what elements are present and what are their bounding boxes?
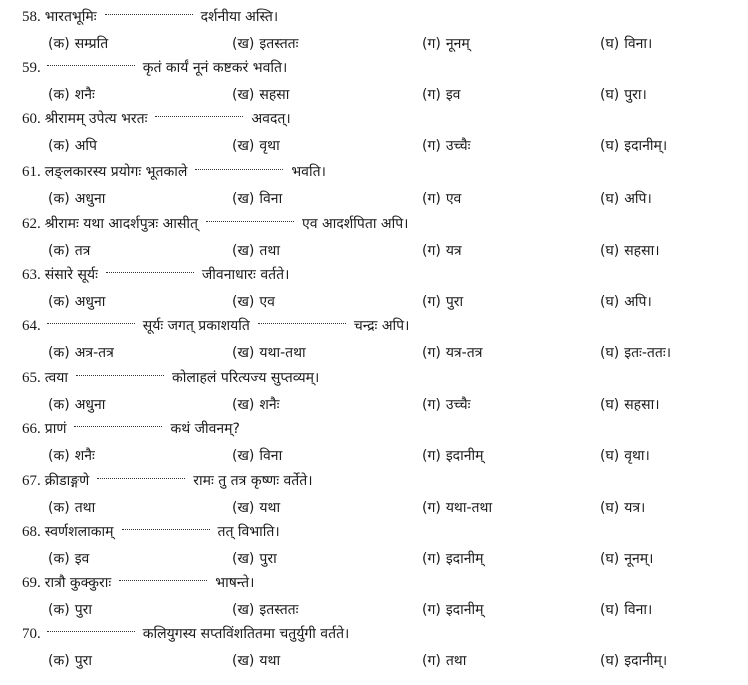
option-label: (ग): [422, 653, 441, 669]
option-3[interactable]: [422, 443, 484, 469]
option-4[interactable]: [600, 133, 667, 159]
question-segment: कोलाहलं परित्यज्य सुप्तव्यम्।: [172, 370, 320, 386]
options-row: [0, 31, 748, 57]
option-label: (ग): [422, 345, 441, 361]
question-number: 59.: [22, 60, 41, 76]
option-3[interactable]: [422, 340, 482, 366]
option-text: इदानीम्।: [624, 653, 668, 669]
options-row: [0, 495, 748, 521]
option-2[interactable]: [232, 597, 298, 623]
option-3[interactable]: [422, 648, 466, 674]
fill-in-blank[interactable]: [105, 4, 193, 15]
fill-in-blank[interactable]: [47, 55, 135, 66]
option-text: इतस्ततः: [259, 36, 299, 52]
option-text: यत्र।: [624, 500, 646, 516]
option-2[interactable]: [232, 186, 282, 212]
fill-in-blank[interactable]: [155, 106, 243, 117]
option-text: सहसा: [259, 87, 290, 103]
option-label: (ग): [422, 243, 441, 259]
option-text: इदानीम्: [445, 448, 484, 464]
option-2[interactable]: [232, 648, 280, 674]
option-1[interactable]: [48, 31, 108, 57]
option-3[interactable]: [422, 546, 484, 572]
option-text: इव: [445, 87, 461, 103]
option-text: पुरा।: [624, 87, 647, 103]
question-text: [22, 211, 414, 237]
question-segment: स्वर्णशलाकाम्: [44, 524, 114, 540]
question-segment: कलियुगस्य सप्तविंशतितमा चतुर्युगी वर्तते।: [142, 626, 350, 642]
question-number: 68.: [22, 524, 41, 540]
option-4[interactable]: [600, 392, 660, 418]
option-1[interactable]: [48, 238, 90, 264]
option-label: (घ): [600, 294, 620, 310]
option-text: विना।: [624, 602, 653, 618]
option-label: (क): [48, 602, 70, 618]
option-text: सहसा।: [624, 243, 660, 259]
question-number: 61.: [22, 164, 41, 180]
question-number: 69.: [22, 575, 41, 591]
option-1[interactable]: [48, 648, 92, 674]
option-1[interactable]: [48, 133, 97, 159]
option-label: (ग): [422, 138, 441, 154]
question-segment: भारतभूमिः: [44, 9, 97, 25]
question-number: 63.: [22, 267, 41, 283]
option-label: (ग): [422, 397, 441, 413]
question-text: [22, 365, 325, 391]
option-text: इदानीम्: [445, 551, 484, 567]
fill-in-blank[interactable]: [97, 468, 185, 479]
option-3[interactable]: [422, 392, 470, 418]
option-label: (ख): [232, 602, 255, 618]
option-label: (घ): [600, 397, 620, 413]
option-1[interactable]: [48, 186, 105, 212]
option-4[interactable]: [600, 546, 653, 572]
option-text: इतः-ततः।: [624, 345, 672, 361]
option-4[interactable]: [600, 495, 645, 521]
question-text: [22, 55, 293, 81]
option-text: विना।: [624, 36, 653, 52]
option-label: (ख): [232, 294, 255, 310]
option-label: (ग): [422, 87, 441, 103]
fill-in-blank[interactable]: [74, 416, 162, 427]
question-segment: श्रीरामः यथा आदर्शपुत्रः आसीत्: [44, 216, 199, 232]
option-1[interactable]: [48, 392, 105, 418]
option-4[interactable]: [600, 289, 652, 315]
option-label: (ग): [422, 602, 441, 618]
option-label: (क): [48, 191, 70, 207]
option-label: (क): [48, 294, 70, 310]
options-row: [0, 597, 748, 623]
question-segment: चन्द्रः अपि।: [353, 318, 410, 334]
options-row: [0, 82, 748, 108]
option-label: (घ): [600, 138, 620, 154]
question-segment: त्वया: [44, 370, 68, 386]
question-number: 62.: [22, 216, 41, 232]
option-1[interactable]: [48, 289, 105, 315]
option-label: (ग): [422, 500, 441, 516]
option-label: (ख): [232, 191, 255, 207]
option-label: (क): [48, 397, 70, 413]
option-text: अधुना: [74, 397, 106, 413]
option-2[interactable]: [232, 443, 282, 469]
option-4[interactable]: [600, 597, 652, 623]
option-label: (घ): [600, 500, 620, 516]
question-segment: कथं जीवनम्?: [170, 421, 240, 437]
question-segment: रामः तु तत्र कृष्णः वर्तेते।: [193, 473, 313, 489]
option-3[interactable]: [422, 186, 461, 212]
fill-in-blank[interactable]: [119, 570, 207, 581]
option-3[interactable]: [422, 495, 492, 521]
option-label: (घ): [600, 551, 620, 567]
option-label: (घ): [600, 191, 620, 207]
option-label: (ख): [232, 138, 255, 154]
fill-in-blank[interactable]: [258, 313, 346, 324]
question-text: [22, 262, 295, 288]
options-row: [0, 289, 748, 315]
option-text: इदानीम्।: [624, 138, 668, 154]
option-2[interactable]: [232, 392, 280, 418]
option-4[interactable]: [600, 31, 652, 57]
option-text: यथा-तथा: [259, 345, 306, 361]
option-text: इदानीम्: [445, 602, 484, 618]
option-text: शनैः: [74, 87, 95, 103]
option-2[interactable]: [232, 133, 280, 159]
option-text: अत्र-तत्र: [74, 345, 114, 361]
option-text: तथा: [74, 500, 96, 516]
option-2[interactable]: [232, 340, 306, 366]
option-text: यथा-तथा: [445, 500, 493, 516]
option-label: (क): [48, 500, 70, 516]
option-text: सहसा।: [624, 397, 660, 413]
option-2[interactable]: [232, 238, 280, 264]
option-label: (ख): [232, 500, 255, 516]
option-text: अधुना: [74, 191, 106, 207]
option-label: (घ): [600, 345, 620, 361]
option-label: (ख): [232, 243, 255, 259]
question-text: [22, 468, 319, 494]
option-label: (क): [48, 345, 70, 361]
option-4[interactable]: [600, 82, 647, 108]
question-segment: सूर्यः जगत् प्रकाशयति: [142, 318, 250, 334]
option-2[interactable]: [232, 82, 289, 108]
option-text: एव: [445, 191, 462, 207]
option-label: (क): [48, 87, 70, 103]
option-text: नूनम्।: [624, 551, 654, 567]
option-label: (ख): [232, 551, 255, 567]
option-2[interactable]: [232, 289, 275, 315]
question-text: [22, 621, 355, 647]
option-1[interactable]: [48, 82, 95, 108]
option-label: (क): [48, 448, 70, 464]
option-text: एव: [259, 294, 275, 310]
option-3[interactable]: [422, 597, 484, 623]
options-row: [0, 238, 748, 264]
question-segment: लङ्लकारस्य प्रयोगः भूतकाले: [44, 164, 188, 180]
question-text: [22, 570, 260, 596]
option-label: (ख): [232, 448, 255, 464]
option-1[interactable]: [48, 340, 114, 366]
option-3[interactable]: [422, 31, 470, 57]
question-number: 67.: [22, 473, 41, 489]
fill-in-blank[interactable]: [106, 262, 194, 273]
question-segment: अवदत्।: [251, 111, 291, 127]
question-text: [22, 313, 415, 339]
option-label: (ग): [422, 551, 441, 567]
options-row: [0, 340, 748, 366]
fill-in-blank[interactable]: [122, 519, 210, 530]
option-text: वृथा: [259, 138, 280, 154]
option-4[interactable]: [600, 648, 667, 674]
option-1[interactable]: [48, 546, 89, 572]
question-segment: रात्रौ कुक्कुराः: [44, 575, 112, 591]
question-segment: भवति।: [291, 164, 326, 180]
option-4[interactable]: [600, 443, 650, 469]
option-3[interactable]: [422, 133, 470, 159]
question-segment: क्रीडाङ्गणे: [44, 473, 90, 489]
option-text: पुरा: [259, 551, 277, 567]
option-3[interactable]: [422, 238, 462, 264]
option-label: (घ): [600, 36, 620, 52]
option-label: (क): [48, 551, 70, 567]
option-text: अधुना: [74, 294, 106, 310]
option-text: इव: [74, 551, 90, 567]
option-label: (ग): [422, 36, 441, 52]
option-label: (घ): [600, 602, 620, 618]
option-text: पुरा: [74, 602, 92, 618]
option-label: (घ): [600, 448, 620, 464]
question-text: [22, 519, 286, 545]
question-segment: संसारे सूर्यः: [44, 267, 98, 283]
option-label: (क): [48, 243, 70, 259]
options-row: [0, 392, 748, 418]
question-text: [22, 4, 284, 30]
option-text: विना: [259, 191, 283, 207]
option-text: सम्प्रति: [74, 36, 109, 52]
option-text: यथा: [259, 500, 281, 516]
option-3[interactable]: [422, 289, 463, 315]
option-2[interactable]: [232, 495, 280, 521]
option-text: अपि।: [624, 191, 652, 207]
option-text: यत्र: [445, 243, 462, 259]
fill-in-blank[interactable]: [47, 621, 135, 632]
options-row: [0, 443, 748, 469]
question-text: [22, 416, 246, 442]
option-label: (क): [48, 36, 70, 52]
option-3[interactable]: [422, 82, 460, 108]
option-text: यत्र-तत्र: [445, 345, 483, 361]
option-1[interactable]: [48, 597, 92, 623]
option-text: नूनम्: [445, 36, 470, 52]
option-text: उच्चैः: [445, 397, 471, 413]
question-segment: जीवनाधारः वर्तते।: [201, 267, 290, 283]
option-label: (क): [48, 653, 70, 669]
question-segment: तत् विभाति।: [217, 524, 280, 540]
question-segment: कृतं कार्यं नूनं कष्टकरं भवति।: [142, 60, 288, 76]
option-2[interactable]: [232, 546, 277, 572]
question-text: [22, 159, 332, 185]
option-label: (ख): [232, 36, 255, 52]
fill-in-blank[interactable]: [206, 211, 294, 222]
question-number: 58.: [22, 9, 41, 25]
option-label: (घ): [600, 653, 620, 669]
option-label: (ख): [232, 345, 255, 361]
options-row: [0, 186, 748, 212]
option-4[interactable]: [600, 186, 652, 212]
option-text: तथा: [259, 243, 280, 259]
question-text: [22, 106, 297, 132]
option-text: तथा: [445, 653, 467, 669]
question-item: [0, 621, 748, 685]
fill-in-blank[interactable]: [195, 159, 283, 170]
option-label: (ख): [232, 397, 255, 413]
option-text: इतस्ततः: [259, 602, 299, 618]
question-segment: दर्शनीया अस्ति।: [200, 9, 279, 25]
option-text: तत्र: [74, 243, 91, 259]
option-text: वृथा।: [624, 448, 650, 464]
options-row: [0, 648, 748, 674]
option-text: पुरा: [74, 653, 92, 669]
question-segment: भाषन्ते।: [215, 575, 255, 591]
question-number: 64.: [22, 318, 41, 334]
question-number: 60.: [22, 111, 41, 127]
question-number: 65.: [22, 370, 41, 386]
option-2[interactable]: [232, 31, 298, 57]
option-label: (ग): [422, 191, 441, 207]
options-row: [0, 546, 748, 572]
option-1[interactable]: [48, 443, 95, 469]
option-text: यथा: [259, 653, 281, 669]
question-segment: एव आदर्शपिता अपि।: [302, 216, 409, 232]
option-4[interactable]: [600, 238, 660, 264]
question-segment: प्राणं: [44, 421, 67, 437]
question-number: 70.: [22, 626, 41, 642]
option-label: (ग): [422, 448, 441, 464]
option-text: विना: [259, 448, 283, 464]
option-label: (ग): [422, 294, 441, 310]
option-label: (घ): [600, 243, 620, 259]
fill-in-blank[interactable]: [76, 365, 164, 376]
options-row: [0, 133, 748, 159]
option-1[interactable]: [48, 495, 95, 521]
option-label: (ख): [232, 653, 255, 669]
fill-in-blank[interactable]: [47, 313, 135, 324]
option-text: अपि: [74, 138, 97, 154]
option-text: शनैः: [74, 448, 95, 464]
option-label: (क): [48, 138, 70, 154]
option-label: (ख): [232, 87, 255, 103]
option-text: अपि।: [624, 294, 652, 310]
option-4[interactable]: [600, 340, 671, 366]
option-text: पुरा: [445, 294, 464, 310]
option-text: उच्चैः: [445, 138, 471, 154]
option-text: शनैः: [259, 397, 280, 413]
question-number: 66.: [22, 421, 41, 437]
option-label: (घ): [600, 87, 620, 103]
question-segment: श्रीरामम् उपेत्य भरतः: [44, 111, 148, 127]
